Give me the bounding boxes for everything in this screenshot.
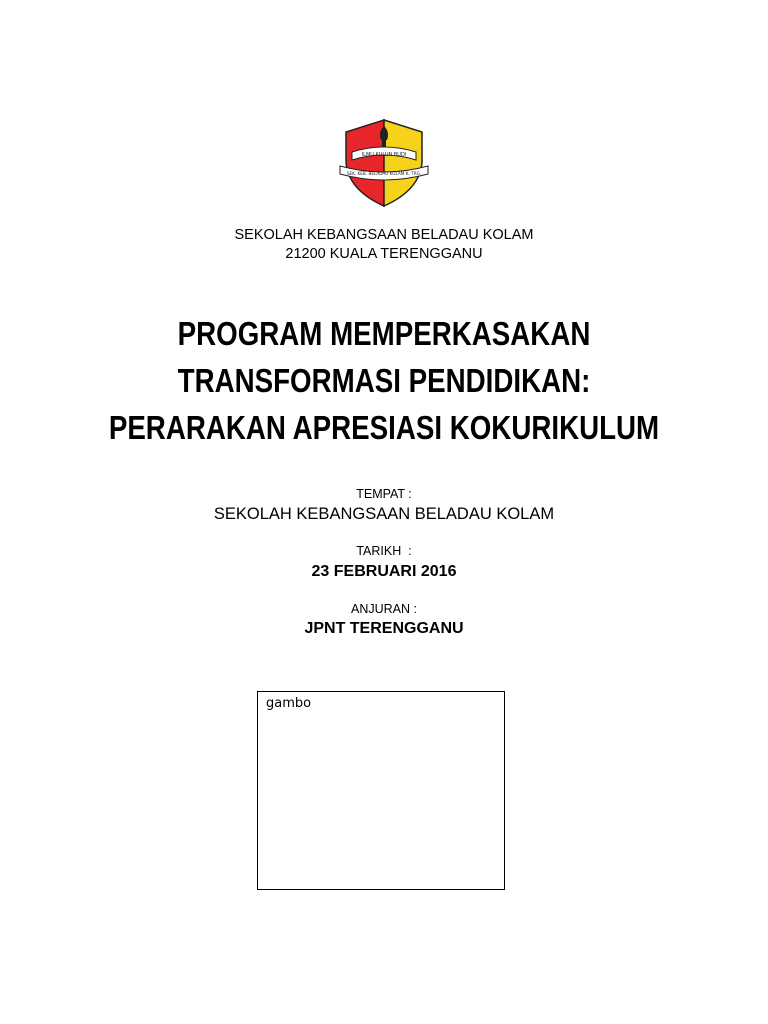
school-address: 21200 KUALA TERENGGANU <box>285 246 483 262</box>
date-label: TARIKH : <box>356 544 412 558</box>
school-name: SEKOLAH KEBANGSAAN BELADAU KOLAM <box>234 227 534 243</box>
date-value: 23 FEBRUARI 2016 <box>311 563 457 580</box>
school-crest-icon <box>334 112 434 212</box>
crest-ribbon-text: SEK. KEB. BELADAU KOLAM K. TRG. <box>346 171 422 176</box>
title-line-2: TRANSFORMASI PENDIDIKAN: <box>177 362 591 399</box>
crest-left-half <box>346 120 384 206</box>
organizer-value: JPNT TERENGGANU <box>304 620 464 637</box>
photo-caption: gambo <box>266 696 312 711</box>
photo-placeholder-box <box>257 691 505 890</box>
crest-graphic <box>334 112 434 212</box>
title-line-3: PERARAKAN APRESIASI KOKURIKULUM <box>108 409 660 446</box>
title-line-1: PROGRAM MEMPERKASAKAN <box>177 315 591 352</box>
venue-label: TEMPAT : <box>356 487 412 501</box>
venue-value: SEKOLAH KEBANGSAAN BELADAU KOLAM <box>213 505 555 523</box>
crest-banner-text: ILMU KULUN BUDI <box>361 152 407 158</box>
crest-right-half <box>384 120 422 206</box>
organizer-label: ANJURAN : <box>351 602 417 616</box>
